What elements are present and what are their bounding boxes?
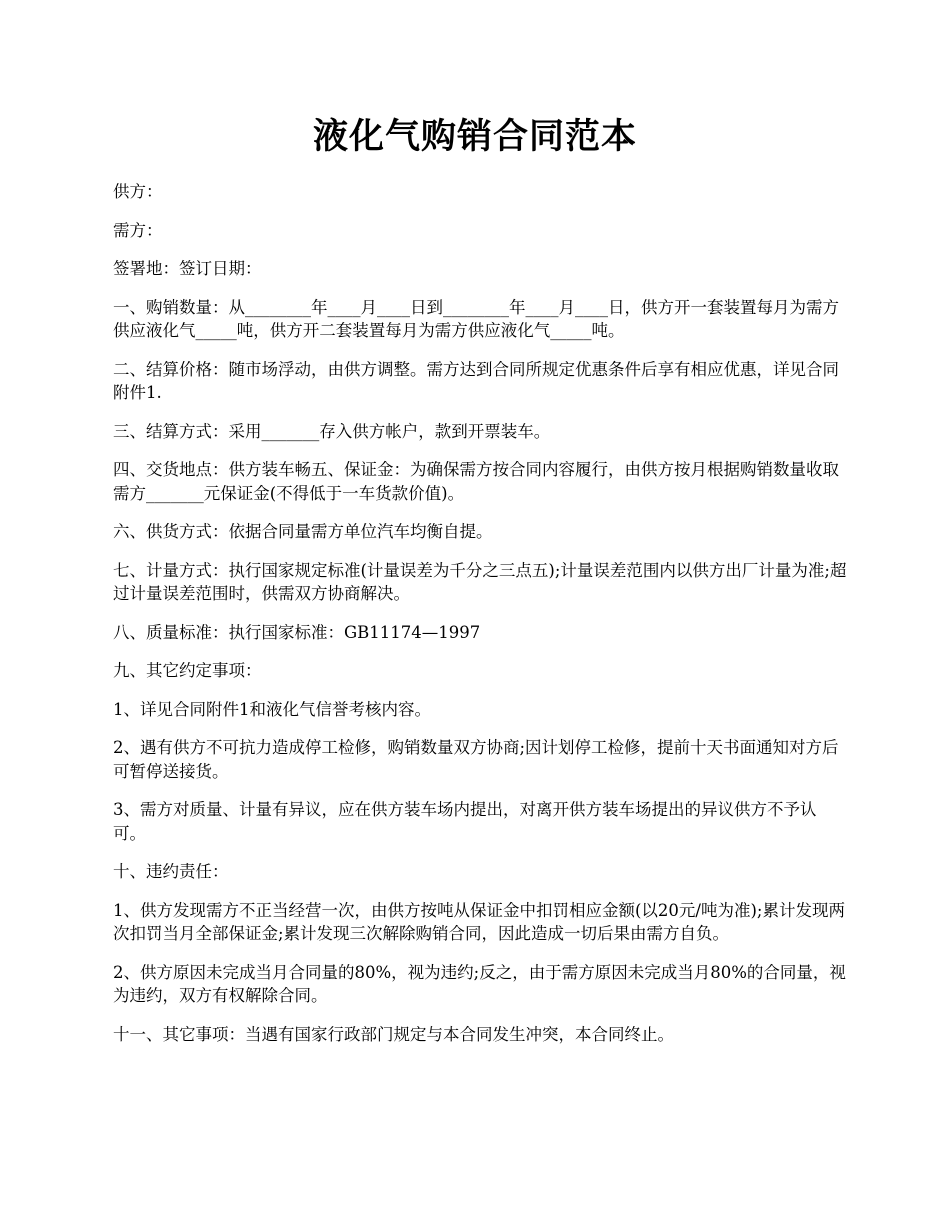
clause-liability: 十、违约责任： [113,862,229,881]
clause-price: 二、结算价格：随市场浮动，由供方调整。需方达到合同所规定优惠条件后享有相应优惠，详见合同附件1. [113,359,839,402]
clause-supply-method: 六、供货方式：依据合同量需方单位汽车均衡自提。 [113,522,493,541]
signing-line: 签署地：签订日期： [113,259,262,278]
clause-other-matters: 十一、其它事项：当遇有国家行政部门规定与本合同发生冲突，本合同终止。 [113,1024,674,1044]
clause-measurement: 七、计量方式：执行国家规定标准(计量误差为千分之三点五);计量误差范围内以供方出厂计量为准;超过计量误差范围时，供需双方协商解决。 [113,560,847,603]
clause-payment: 三、结算方式：采用_______存入供方帐户，款到开票装车。 [113,421,551,441]
liability-item-1: 1、供方发现需方不正当经营一次，由供方按吨从保证金中扣罚相应金额(以20元/吨为准);累计发现两次扣罚当月全部保证金;累计发现三次解除购销合同，因此造成一切后果由需方自负。 [113,900,845,943]
document-title: 液化气购销合同范本 [312,117,637,157]
document-body [113,180,848,1061]
clause-quantity: 一、购销数量：从________年____月____日到________年____月____日，供方开一套装置每月为需方供应液化气_____吨，供方开二套装置每月为需方供应液化气_____吨。 [113,297,839,340]
agreement-item-3: 3、需方对质量、计量有异议，应在供方装车场内提出，对离开供方装车场提出的异议供方不予认可。 [113,800,817,843]
liability-item-2: 2、供方原因未完成当月合同量的80%，视为违约;反之，由于需方原因未完成当月80%的合同量，视为违约，双方有权解除合同。 [113,962,846,1005]
clause-delivery-deposit: 四、交货地点：供方装车畅五、保证金：为确保需方按合同内容履行，由供方按月根据购销数量收取需方_______元保证金(不得低于一车货款价值)。 [113,460,839,503]
supplier-line: 供方： [113,182,163,201]
clause-quality: 八、质量标准：执行国家标准：GB11174—1997 [113,622,481,642]
buyer-line: 需方： [113,220,163,240]
agreement-item-1: 1、详见合同附件1和液化气信誉考核内容。 [113,699,431,719]
agreement-item-2: 2、遇有供方不可抗力造成停工检修，购销数量双方协商;因计划停工检修，提前十天书面通知对方后可暂停送接货。 [113,738,839,781]
clause-other-agreements: 九、其它约定事项： [113,661,262,680]
